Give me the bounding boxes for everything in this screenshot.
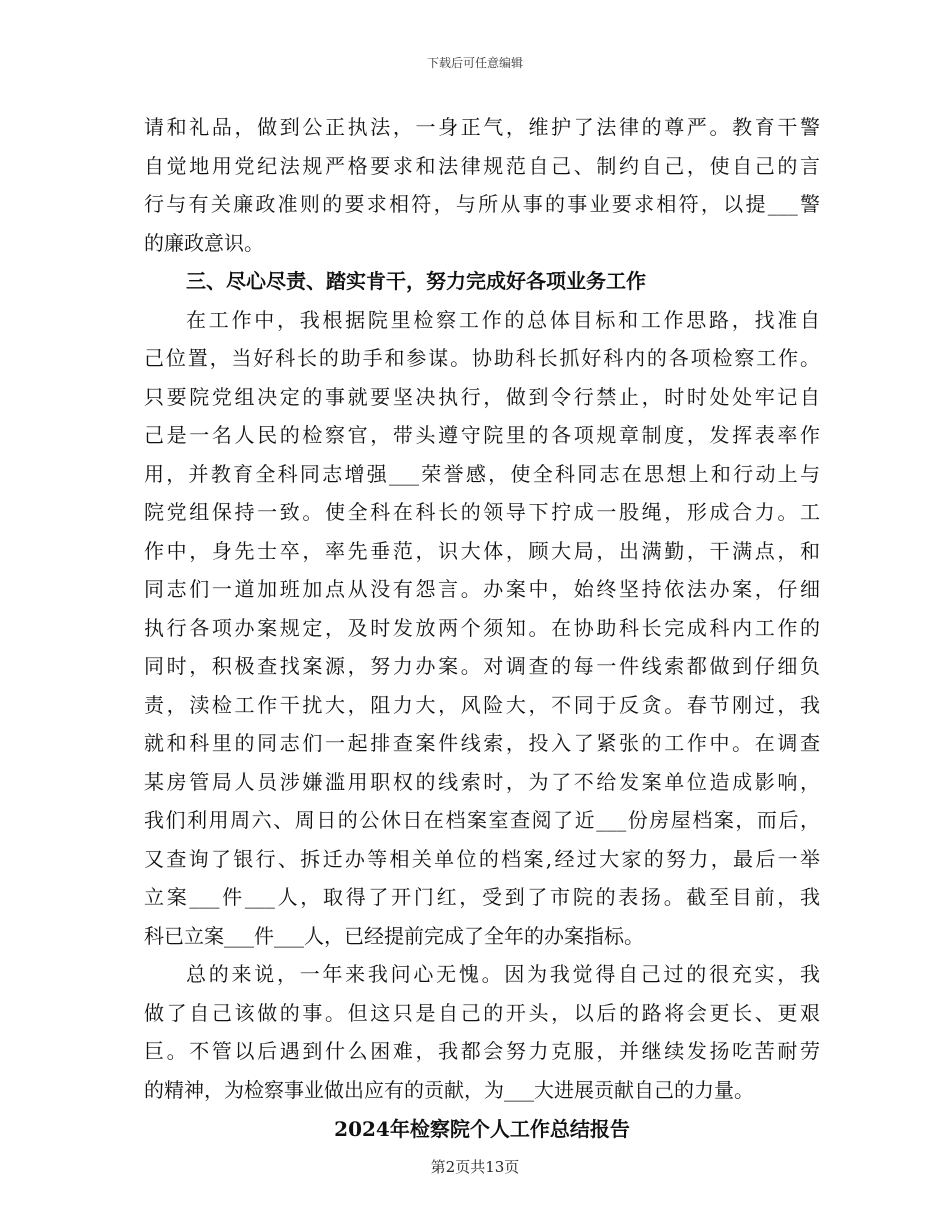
text-line: 在工作中，我根据院里检察工作的总体目标和工作思路，找准自 [186,307,820,332]
text-line: 同志们一道加班加点从没有怨言。办案中，始终坚持依法办案，仔细 [144,577,820,601]
text-line: 就和科里的同志们一起排查案件线索，投入了紧张的工作中。在调查 [144,731,820,755]
text-line: 作中，身先士卒，率先垂范，识大体，顾大局，出满勤，干满点，和 [144,538,820,563]
document-body [144,108,820,1149]
text-line: 同时，积极查找案源，努力办案。对调查的每一件线索都做到仔细负 [144,654,820,678]
text-line: 科已立案___件___人，已经提前完成了全年的办案指标。 [144,923,644,948]
text-line: 总的来说，一年来我问心无愧。因为我觉得自己过的很充实，我 [186,962,820,986]
text-line: 己是一名人民的检察官，带头遵守院里的各项规章制度，发挥表率作 [144,423,820,447]
text-line: 巨。不管以后遇到什么困难，我都会努力克服，并继续发扬吃苦耐劳 [144,1039,820,1063]
text-line: 己位置，当好科长的助手和参谋。协助科长抓好科内的各项检察工作。 [144,346,820,370]
page-header: 下载后可任意编辑 [426,56,523,70]
text-line: 又查询了银行、拆迁办等相关单位的档案,经过大家的努力，最后一举 [144,846,820,871]
paragraph-summary [144,955,820,1109]
paragraph-discipline [144,108,820,262]
paragraph-work [144,301,820,956]
text-line: 院党组保持一致。使全科在科长的领导下拧成一股绳，形成合力。工 [144,500,820,524]
text-line: 请和礼品，做到公正执法，一身正气，维护了法律的尊严。教育干警 [144,115,820,139]
text-line: 的廉政意识。 [144,230,264,255]
text-line: 立案___件___人，取得了开门红，受到了市院的表扬。截至目前，我 [144,885,820,909]
text-line: 某房管局人员涉嫌滥用职权的线索时，为了不给发案单位造成影响， [144,769,820,794]
text-line: 做了自己该做的事。但这只是自己的开头，以后的路将会更长、更艰 [144,1000,820,1025]
text-line: 用，并教育全科同志增强___荣誉感，使全科同志在思想上和行动上与 [144,461,820,486]
text-line: 自觉地用党纪法规严格要求和法律规范自己、制约自己，使自己的言 [144,153,820,178]
text-line: 执行各项办案规定，及时发放两个须知。在协助科长完成科内工作的 [144,615,820,640]
section-heading-3: 三、尽心尽责、踏实肯干，努力完成好各项业务工作 [186,269,646,293]
text-line: 行与有关廉政准则的要求相符，与所从事的事业要求相符，以提___警 [144,192,820,216]
text-line: 的精神，为检察事业做出应有的贡献，为___大进展贡献自己的力量。 [144,1077,754,1102]
page-number: 第2页共13页 [430,1158,520,1176]
document-title: 2024年检察院个人工作总结报告 [334,1117,630,1141]
text-line: 只要院党组决定的事就要坚决执行，做到令行禁止，时时处处牢记自 [144,384,820,409]
text-line: 责，渎检工作干扰大，阻力大，风险大，不同于反贪。春节刚过，我 [144,692,820,717]
text-line: 我们利用周六、周日的公休日在档案室查阅了近___份房屋档案，而后， [144,808,820,832]
